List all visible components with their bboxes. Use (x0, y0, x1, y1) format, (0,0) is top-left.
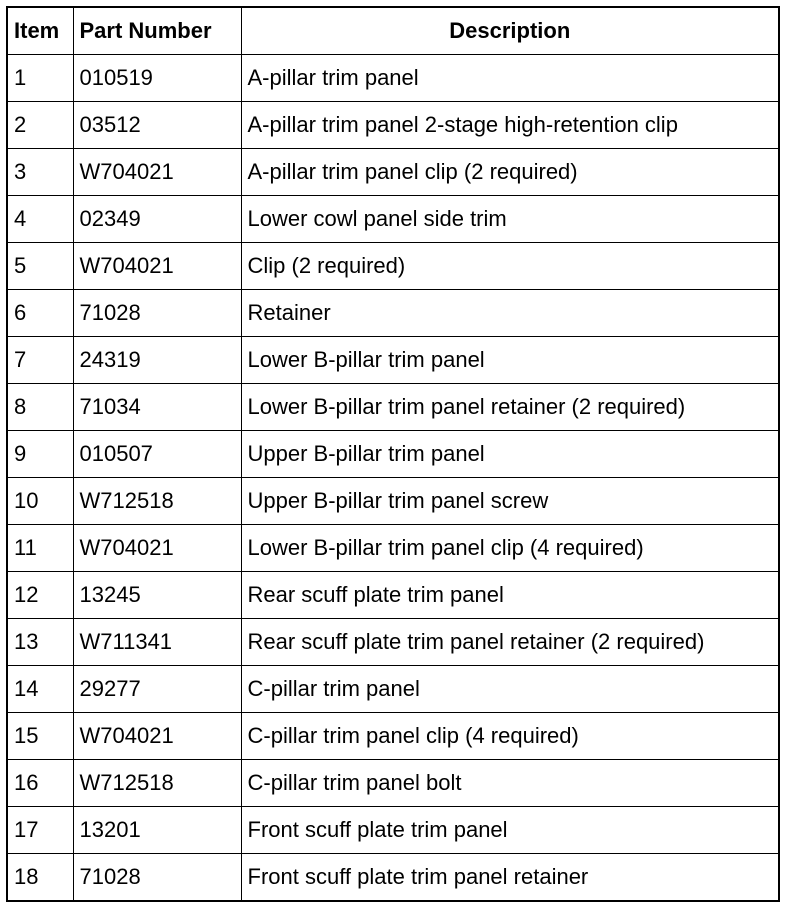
description-cell: Front scuff plate trim panel retainer (241, 854, 779, 902)
header-part-number: Part Number (73, 7, 241, 55)
item-cell: 2 (7, 102, 73, 149)
table-row (7, 854, 779, 902)
part-number-cell: 13245 (73, 572, 241, 619)
description-cell: Retainer (241, 290, 779, 337)
table-row (7, 478, 779, 525)
description-cell: A-pillar trim panel (241, 55, 779, 102)
description-cell: C-pillar trim panel clip (4 required) (241, 713, 779, 760)
table-row (7, 760, 779, 807)
description-cell: C-pillar trim panel (241, 666, 779, 713)
table-body (7, 55, 779, 902)
description-cell: Front scuff plate trim panel (241, 807, 779, 854)
table-row (7, 666, 779, 713)
table-row (7, 431, 779, 478)
header-item: Item (7, 7, 73, 55)
description-cell: Upper B-pillar trim panel (241, 431, 779, 478)
table-row (7, 572, 779, 619)
description-cell: A-pillar trim panel clip (2 required) (241, 149, 779, 196)
description-cell: Clip (2 required) (241, 243, 779, 290)
parts-table (6, 6, 780, 902)
table-row (7, 337, 779, 384)
part-number-cell: W704021 (73, 525, 241, 572)
table-row (7, 713, 779, 760)
part-number-cell: W712518 (73, 478, 241, 525)
item-cell: 1 (7, 55, 73, 102)
item-cell: 3 (7, 149, 73, 196)
part-number-cell: 02349 (73, 196, 241, 243)
part-number-cell: 71034 (73, 384, 241, 431)
description-cell: Lower B-pillar trim panel retainer (2 required) (241, 384, 779, 431)
description-cell: Lower cowl panel side trim (241, 196, 779, 243)
item-cell: 7 (7, 337, 73, 384)
part-number-cell: 71028 (73, 290, 241, 337)
item-cell: 9 (7, 431, 73, 478)
table-row (7, 619, 779, 666)
part-number-cell: 71028 (73, 854, 241, 902)
table-row (7, 525, 779, 572)
part-number-cell: 010519 (73, 55, 241, 102)
item-cell: 12 (7, 572, 73, 619)
part-number-cell: 29277 (73, 666, 241, 713)
part-number-cell: W711341 (73, 619, 241, 666)
part-number-cell: W704021 (73, 713, 241, 760)
item-cell: 14 (7, 666, 73, 713)
description-cell: Lower B-pillar trim panel (241, 337, 779, 384)
part-number-cell: W704021 (73, 243, 241, 290)
item-cell: 11 (7, 525, 73, 572)
table-row (7, 384, 779, 431)
table-row (7, 243, 779, 290)
description-cell: C-pillar trim panel bolt (241, 760, 779, 807)
header-description: Description (241, 7, 779, 55)
description-cell: Lower B-pillar trim panel clip (4 required) (241, 525, 779, 572)
part-number-cell: W704021 (73, 149, 241, 196)
item-cell: 18 (7, 854, 73, 902)
item-cell: 13 (7, 619, 73, 666)
table-row (7, 196, 779, 243)
description-cell: Rear scuff plate trim panel retainer (2 required) (241, 619, 779, 666)
item-cell: 16 (7, 760, 73, 807)
table-row (7, 807, 779, 854)
part-number-cell: 13201 (73, 807, 241, 854)
table-header-row (7, 7, 779, 55)
description-cell: Upper B-pillar trim panel screw (241, 478, 779, 525)
item-cell: 15 (7, 713, 73, 760)
part-number-cell: W712518 (73, 760, 241, 807)
item-cell: 5 (7, 243, 73, 290)
table-row (7, 55, 779, 102)
table-row (7, 149, 779, 196)
description-cell: Rear scuff plate trim panel (241, 572, 779, 619)
table-row (7, 102, 779, 149)
item-cell: 8 (7, 384, 73, 431)
item-cell: 4 (7, 196, 73, 243)
item-cell: 10 (7, 478, 73, 525)
part-number-cell: 03512 (73, 102, 241, 149)
part-number-cell: 010507 (73, 431, 241, 478)
item-cell: 17 (7, 807, 73, 854)
table-row (7, 290, 779, 337)
item-cell: 6 (7, 290, 73, 337)
part-number-cell: 24319 (73, 337, 241, 384)
description-cell: A-pillar trim panel 2-stage high-retention clip (241, 102, 779, 149)
